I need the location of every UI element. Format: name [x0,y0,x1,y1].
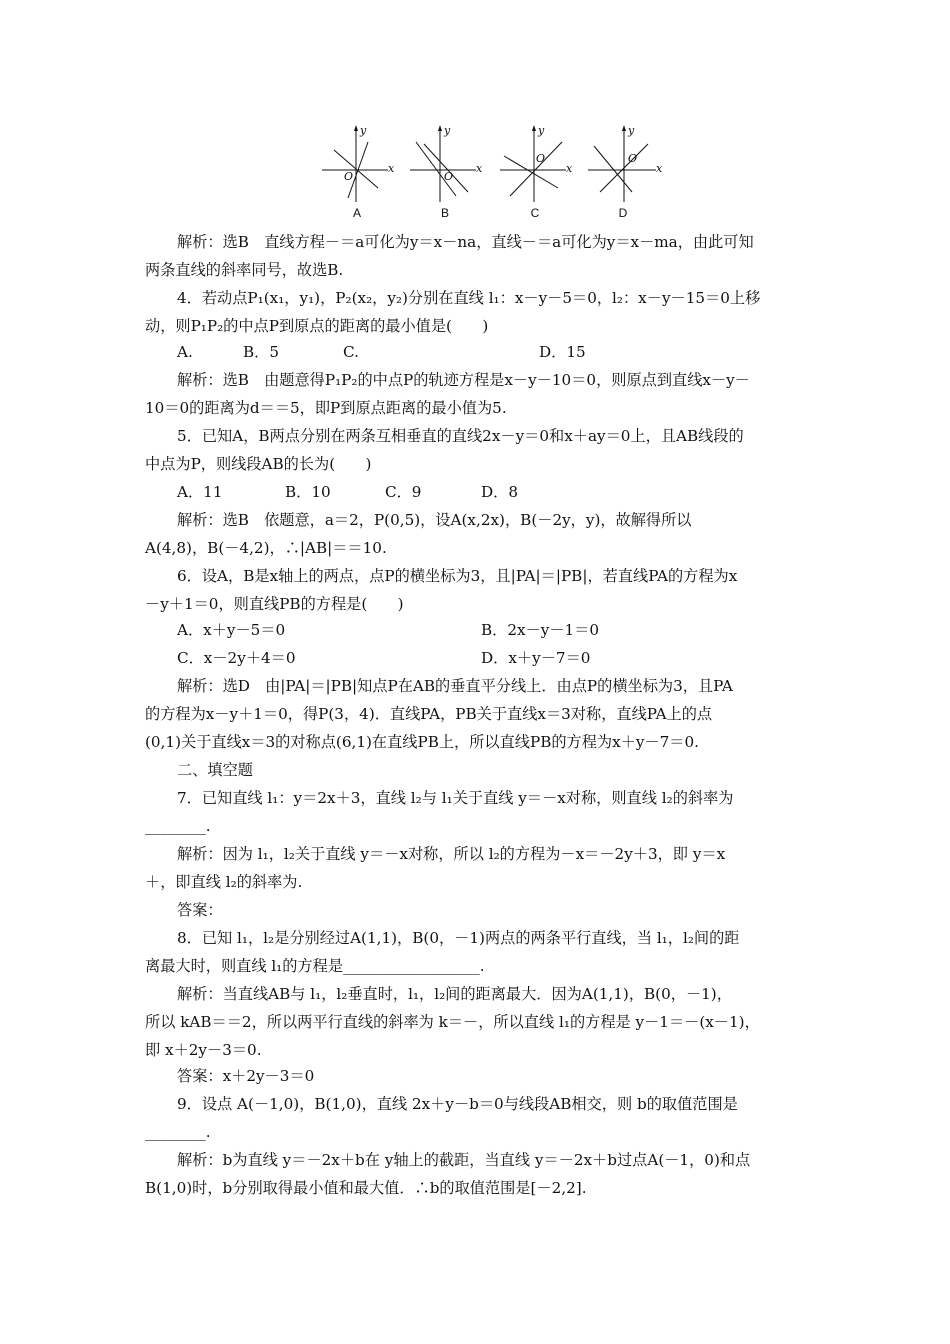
q4-stem-line-2: 动，则P₁P₂的中点P到原点的距离的最小值是( ) [145,317,489,335]
q6-options-row-2 [177,648,797,668]
x-axis-label-d: x [656,162,663,175]
q9-stem-line-1: 9．设点 A(－1,0)，B(1,0)，直线 2x＋y－b＝0与线段AB相交，则 b的取值范围是 [177,1095,738,1113]
x-axis-label-a: x [388,162,395,175]
q3-solution-line-1: 解析：选B 直线方程－＝a可化为y＝x－na，直线－＝a可化为y＝x－ma，由此可知 [177,233,754,251]
y-axis-label-b: y [444,124,451,137]
figure-c [496,122,574,222]
coordinate-graph-d [584,122,662,206]
q5-solution-line-1: 解析：选B 依题意，a＝2，P(0,5)，设A(x,2x)，B(－2y，y)，故解得所以 [177,511,692,529]
q9-stem-line-2: ________. [145,1123,211,1141]
y-axis-label-d: y [628,124,635,137]
q7-answer: 答案： [177,901,223,919]
q6-solution-line-2: 的方程为x－y＋1＝0，得P(3，4)．直线PA，PB关于直线x＝3对称，直线PA上的点 [145,705,713,723]
q8-solution-line-3: 即 x＋2y－3＝0. [145,1041,262,1059]
coordinate-graph-a [318,122,396,206]
q8-solution-line-1: 解析：当直线AB与 l₁，l₂垂直时，l₁，l₂间的距离最大．因为A(1,1)，B(0，－1)， [177,985,732,1003]
q5-stem-line-2: 中点为P，则线段AB的长为( ) [145,455,372,473]
figure-b [406,122,484,222]
q6-options-row-1 [177,620,797,640]
caption-d: D [618,206,628,220]
q7-solution-line-2: ＋，即直线 l₂的斜率为. [145,873,303,891]
q6-solution-line-1: 解析：选D 由|PA|＝|PB|知点P在AB的垂直平分线上．由点P的横坐标为3，且PA [177,677,733,695]
q5-option-c: C．9 [385,483,422,501]
q8-stem-line-2: 离最大时，则直线 l₁的方程是__________________. [145,957,485,975]
figure-d [584,122,662,222]
q6-option-d: D．x＋y－7＝0 [481,649,591,667]
q6-solution-line-3: (0,1)关于直线x＝3的对称点(6,1)在直线PB上，所以直线PB的方程为x＋y－7＝0. [145,733,699,751]
y-axis-label-a: y [360,124,367,137]
answer-choice-figures [318,122,668,230]
section-heading-fill-in: 二、填空题 [177,761,253,779]
q6-option-a: A．x＋y－5＝0 [177,621,286,639]
q5-option-b: B．10 [285,483,331,501]
q8-stem-line-1: 8．已知 l₁，l₂是分别经过A(1,1)，B(0，－1)两点的两条平行直线，当 l₁，l₂间的距 [177,929,740,947]
q6-stem-line-1: 6．设A，B是x轴上的两点，点P的横坐标为3，且|PA|＝|PB|，若直线PA的方程为x [177,567,738,585]
q4-solution-line-2: 10＝0的距离为d＝＝5，即P到原点距离的最小值为5. [145,399,507,417]
q5-stem-line-1: 5．已知A，B两点分别在两条互相垂直的直线2x－y＝0和x＋ay＝0上，且AB线段的 [177,427,744,445]
origin-label-d: O [628,152,638,165]
coordinate-graph-c [496,122,574,206]
q4-options [177,342,597,362]
q6-stem-line-2: －y＋1＝0，则直线PB的方程是( ) [145,595,404,613]
q4-option-c: C. [343,343,359,361]
q4-stem-line-1: 4．若动点P₁(x₁，y₁)，P₂(x₂，y₂)分别在直线 l₁：x－y－5＝0，l₂：x－y－15＝0上移 [177,289,761,307]
q7-stem-line-2: ________. [145,817,211,835]
q4-option-b: B．5 [243,343,280,361]
q5-options [177,482,597,502]
q4-solution-line-1: 解析：选B 由题意得P₁P₂的中点P的轨迹方程是x－y－10＝0，则原点到直线x－y－ [177,371,750,389]
q9-solution-line-1: 解析：b为直线 y＝－2x＋b在 y轴上的截距，当直线 y＝－2x＋b过点A(－1，0)和点 [177,1151,751,1169]
q5-solution-line-2: A(4,8)，B(－4,2)，∴|AB|＝＝10. [145,539,387,557]
caption-a: A [352,206,361,220]
caption-b: B [440,206,449,220]
q5-option-d: D．8 [481,483,519,501]
origin-label-b: O [444,170,454,183]
q5-option-a: A．11 [177,483,223,501]
q9-solution-line-2: B(1,0)时，b分别取得最小值和最大值．∴b的取值范围是[－2,2]. [145,1179,587,1197]
q7-stem-line-1: 7．已知直线 l₁：y＝2x＋3，直线 l₂与 l₁关于直线 y＝－x对称，则直线 l₂的斜率为 [177,789,734,807]
q7-solution-line-1: 解析：因为 l₁，l₂关于直线 y＝－x对称，所以 l₂的方程为－x＝－2y＋3，即 y＝x [177,845,726,863]
q8-answer: 答案：x＋2y－3＝0 [177,1067,315,1085]
figure-a [318,122,396,222]
caption-c: C [530,206,540,220]
origin-label-a: O [344,170,354,183]
q8-solution-line-2: 所以 kAB＝＝2，所以两平行直线的斜率为 k＝－，所以直线 l₁的方程是 y－1＝－(x－1)， [145,1013,760,1031]
origin-label-c: O [536,152,546,165]
x-axis-label-c: x [566,162,573,175]
x-axis-label-b: x [476,162,483,175]
y-axis-label-c: y [538,124,545,137]
q6-option-c: C．x－2y＋4＝0 [177,649,296,667]
q3-solution-line-2: 两条直线的斜率同号，故选B. [145,261,344,279]
q6-option-b: B．2x－y－1＝0 [481,621,600,639]
q4-option-d: D．15 [539,343,586,361]
q4-option-a: A. [177,343,193,361]
